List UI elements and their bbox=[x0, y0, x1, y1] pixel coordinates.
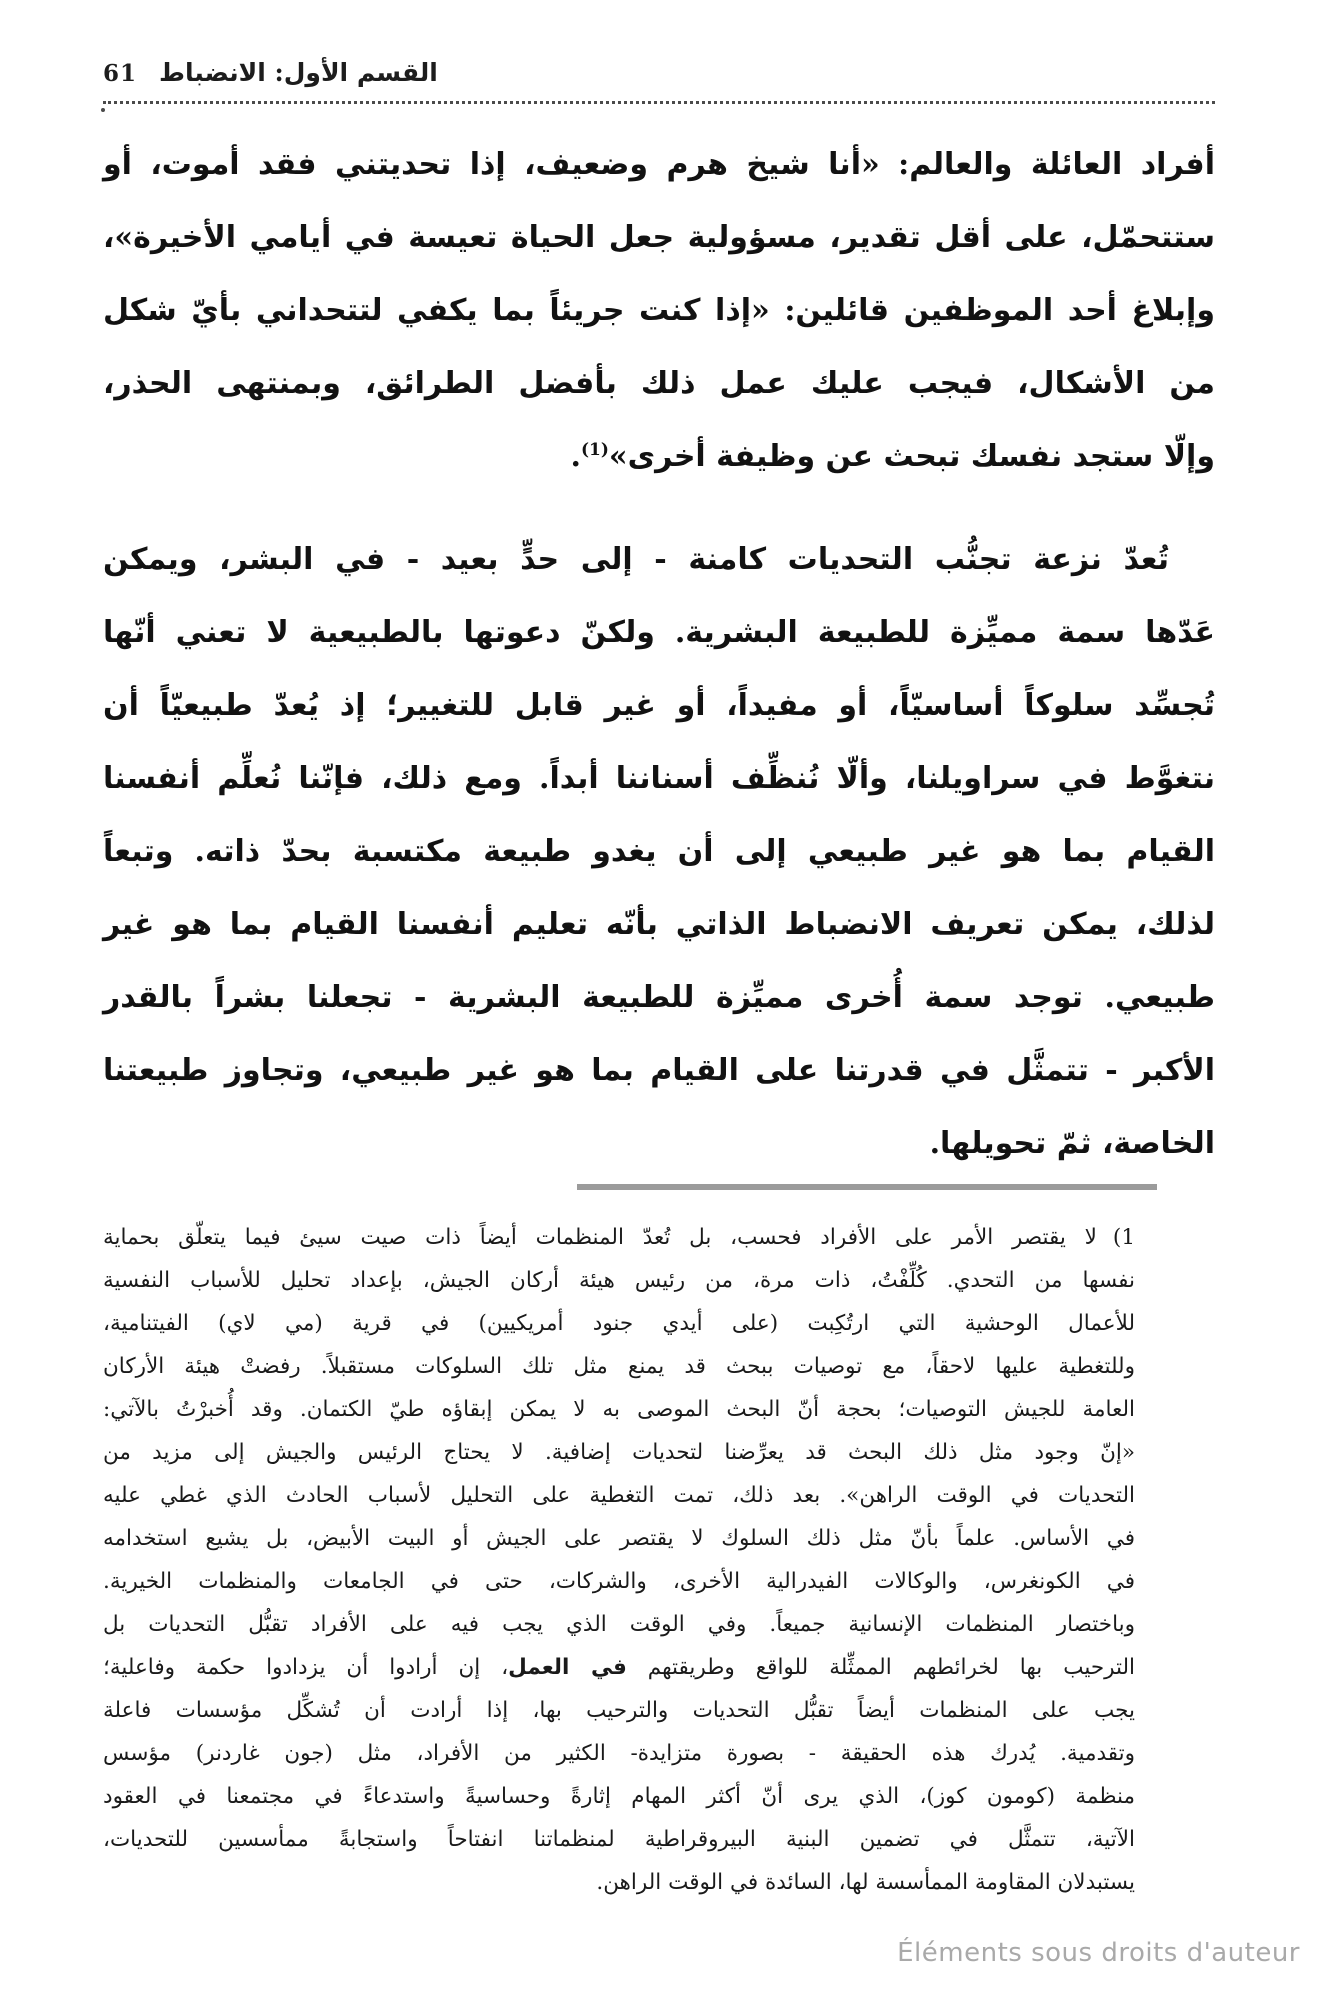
body-line-text: وإلّا ستجد نفسك تبحث عن وظيفة أخرى» bbox=[608, 439, 1215, 474]
footnote-line: وباختصار المنظمات الإنسانية جميعاً. وفي الوقت الذي يجب فيه على الأفراد تقبُّل التحديات بل bbox=[103, 1612, 1135, 1637]
body-line: لذلك، يمكن تعريف الانضباط الذاتي بأنّه تعليم أنفسنا القيام بما هو غير bbox=[103, 907, 1216, 942]
footnote-line-text: الترحيب بها لخرائطهم الممثِّلة للواقع وطريقتهم bbox=[626, 1655, 1136, 1680]
footnote-bold-phrase: في العمل bbox=[508, 1655, 627, 1680]
section-title: القسم الأول: الانضباط bbox=[159, 58, 438, 87]
text-block bbox=[103, 0, 1215, 1904]
footnote-line: «إنّ وجود مثل ذلك البحث قد يعرِّضنا لتحديات إضافية. لا يحتاج الرئيس والجيش إلى مزيد من bbox=[103, 1440, 1135, 1465]
footnote-line: التحديات في الوقت الراهن». بعد ذلك، تمت التغطية على التحليل لأسباب الحادث الذي غطي عليه bbox=[103, 1483, 1135, 1508]
copyright-notice: Éléments sous droits d'auteur bbox=[897, 1938, 1300, 1968]
body-line: عَدّها سمة مميِّزة للطبيعة البشرية. ولكنّ دعوتها بالطبيعية لا تعني أنّها bbox=[103, 615, 1215, 650]
body-line: من الأشكال، فيجب عليك عمل ذلك بأفضل الطرائق، وبمنتهى الحذر، bbox=[103, 366, 1216, 401]
footnote-line bbox=[103, 1216, 1135, 1259]
footnote-line: الآتية، تتمثَّل في تضمين البنية البيروقراطية لمنظماتنا انفتاحاً واستجابةً ممأسسين للتحديات، bbox=[103, 1827, 1135, 1852]
footnote-line-text: لا يقتصر الأمر على الأفراد فحسب، بل تُعدّ المنظمات أيضاً ذات صيت سيئ فيما يتعلّق بحماية bbox=[103, 1225, 1097, 1250]
footnote-line bbox=[103, 1646, 1135, 1689]
running-head bbox=[103, 58, 1215, 87]
footnote-reference: (1) bbox=[580, 440, 609, 460]
body-line: ستتحمّل، على أقل تقدير، مسؤولية جعل الحياة تعيسة في أيامي الأخيرة»، bbox=[103, 220, 1215, 255]
footnote-block bbox=[103, 1216, 1215, 1904]
paragraph-2 bbox=[103, 523, 1215, 1180]
footnote-line: يجب على المنظمات أيضاً تقبُّل التحديات والترحيب بها، إذا أرادت أن تُشكِّل مؤسسات فاعلة bbox=[103, 1698, 1135, 1723]
body-line: تُعدّ نزعة تجنُّب التحديات كامنة - إلى حدٍّ بعيد - في البشر، ويمكن bbox=[103, 542, 1169, 577]
body-line: القيام بما هو غير طبيعي إلى أن يغدو طبيعة مكتسبة بحدّ ذاته. وتبعاً bbox=[103, 834, 1215, 869]
footnote-line: العامة للجيش التوصيات؛ بحجة أنّ البحث الموصى به لا يمكن إبقاؤه طيّ الكتمان. وقد أُخبرْتُ بالآتي: bbox=[103, 1397, 1135, 1422]
body-line: أفراد العائلة والعالم: «أنا شيخ هرم وضعيف، إذا تحديتني فقد أموت، أو bbox=[103, 147, 1215, 182]
footnote-line: وللتغطية عليها لاحقاً، مع توصيات ببحث قد يمنع مثل تلك السلوكات مستقبلاً. رفضتْ هيئة الأركان bbox=[103, 1354, 1135, 1379]
footnote-line: منظمة (كومون كوز)، الذي يرى أنّ أكثر المهام إثارةً وحساسيةً واستدعاءً في مجتمعنا في العقود bbox=[103, 1784, 1135, 1809]
body-text bbox=[103, 128, 1215, 1180]
footnote-line: وتقدمية. يُدرك هذه الحقيقة - بصورة متزايدة- الكثير من الأفراد، مثل (جون غاردنر) مؤسس bbox=[103, 1741, 1135, 1766]
header-dotted-rule bbox=[103, 101, 1215, 104]
footnote-line-text: ، إن أرادوا أن يزدادوا حكمة وفاعلية؛ bbox=[103, 1655, 509, 1680]
body-line: وإبلاغ أحد الموظفين قائلين: «إذا كنت جريئاً بما يكفي لتتحداني بأيّ شكل bbox=[103, 293, 1215, 328]
body-line: طبيعي. توجد سمة أُخرى مميِّزة للطبيعة البشرية - تجعلنا بشراً بالقدر bbox=[103, 980, 1215, 1015]
body-line: تُجسِّد سلوكاً أساسيّاً، أو مفيداً، أو غير قابل للتغيير؛ إذ يُعدّ طبيعيّاً أن bbox=[103, 688, 1215, 723]
footnote-separator-rule bbox=[577, 1184, 1157, 1190]
body-line bbox=[103, 420, 1215, 493]
body-line: الخاصة، ثمّ تحويلها. bbox=[929, 1126, 1215, 1161]
body-line: الأكبر - تتمثَّل في قدرتنا على القيام بما هو غير طبيعي، وتجاوز طبيعتنا bbox=[103, 1053, 1215, 1088]
page-number: 61 bbox=[103, 60, 138, 87]
footnote-line: يستبدلان المقاومة الممأسسة لها، السائدة في الوقت الراهن. bbox=[596, 1870, 1135, 1895]
footnote-line: في الكونغرس، والوكالات الفيدرالية الأخرى، والشركات، حتى في الجامعات والمنظمات الخيرية. bbox=[103, 1569, 1135, 1594]
paragraph-1 bbox=[103, 128, 1215, 493]
footnote-marker: 1) bbox=[1112, 1225, 1135, 1250]
footnote-line: للأعمال الوحشية التي ارتُكِبت (على أيدي جنود أمريكيين) في قرية (مي لاي) الفيتنامية، bbox=[103, 1311, 1135, 1336]
dotted-rule-lead-dot bbox=[101, 108, 105, 112]
footnote-line: نفسها من التحدي. كُلِّفْتُ، ذات مرة، من رئيس هيئة أركان الجيش، بإعداد تحليل للأسباب النفسية bbox=[103, 1268, 1135, 1293]
body-line-period: . bbox=[570, 439, 581, 474]
body-line: نتغوَّط في سراويلنا، وألّا نُنظِّف أسناننا أبداً. ومع ذلك، فإنّنا نُعلِّم أنفسنا bbox=[103, 761, 1215, 796]
footnote-line: في الأساس. علماً بأنّ مثل ذلك السلوك لا يقتصر على الجيش أو البيت الأبيض، بل يشيع استخدامه bbox=[103, 1526, 1135, 1551]
